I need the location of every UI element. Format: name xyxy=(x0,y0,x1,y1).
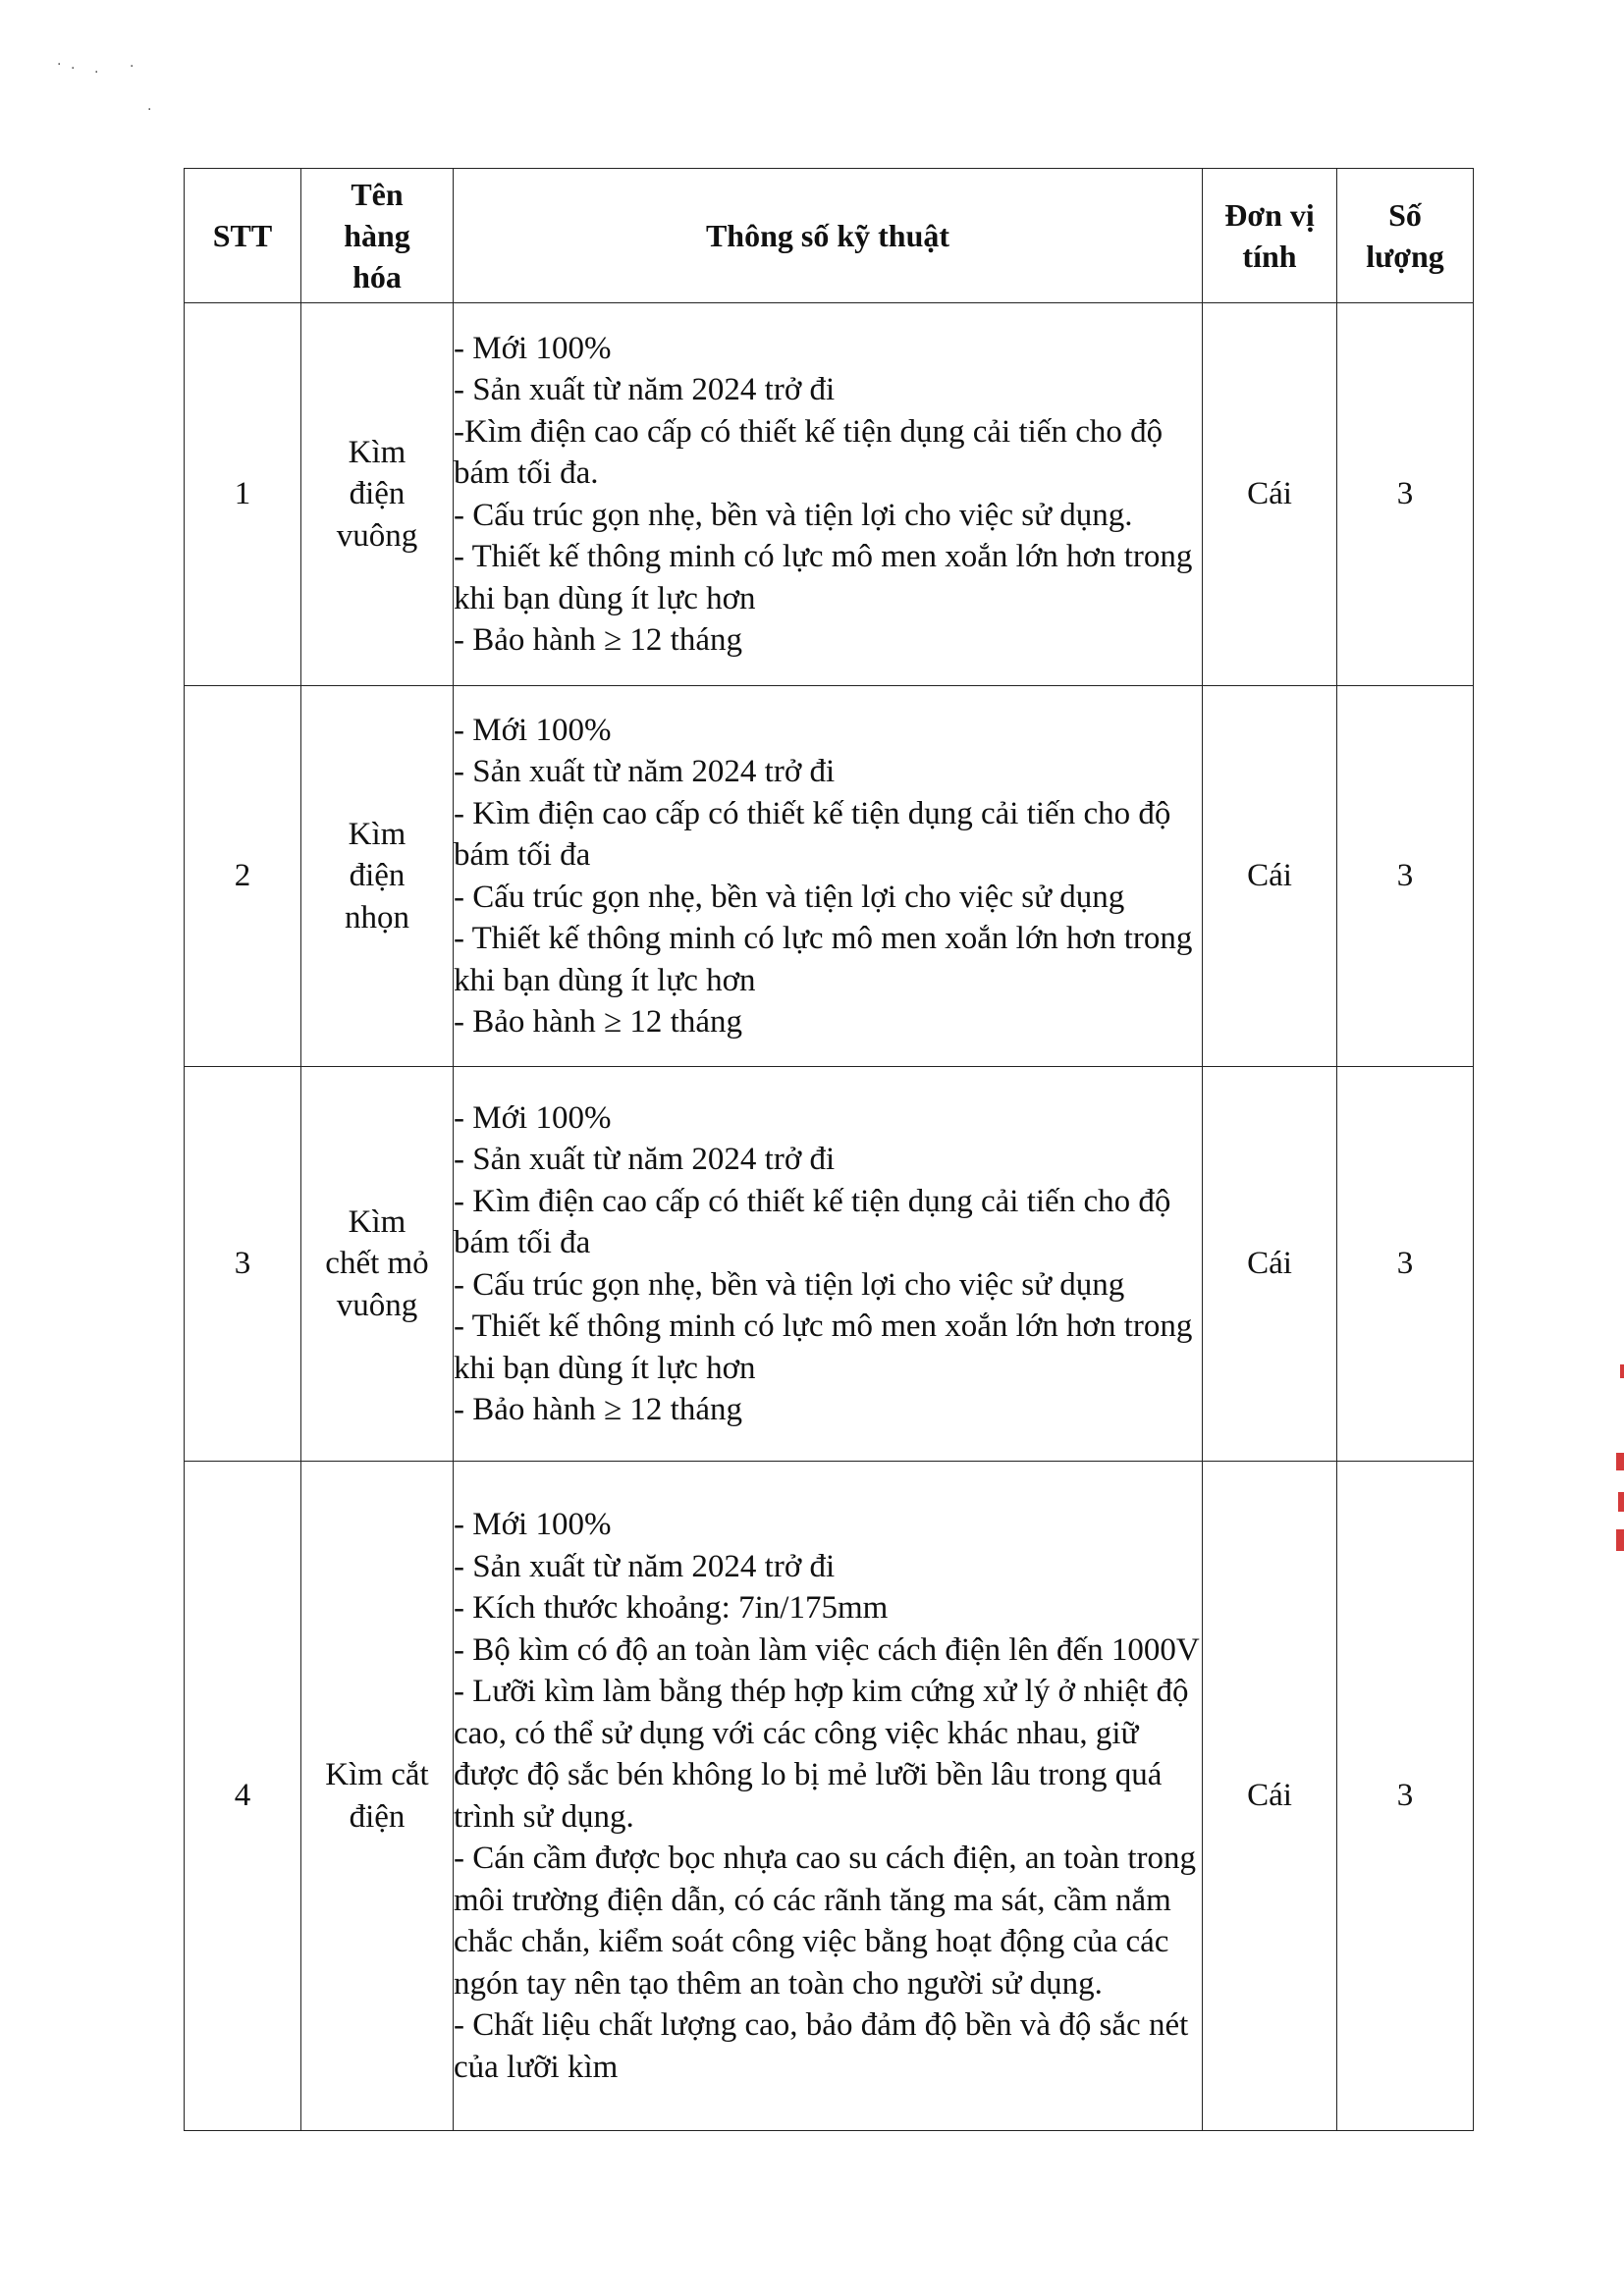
scan-speck: · xyxy=(130,59,135,75)
row-quantity: 3 xyxy=(1337,303,1474,686)
row-stt: 3 xyxy=(185,1067,301,1462)
spec-line: - Kìm điện cao cấp có thiết kế tiện dụng cải tiến cho độ bám tối đa xyxy=(454,1183,1171,1260)
header-qty xyxy=(1337,169,1474,303)
scan-speck: · xyxy=(71,61,76,77)
header-name-line: Tên xyxy=(351,177,404,212)
spec-line: - Bảo hành ≥ 12 tháng xyxy=(454,622,742,658)
row-quantity: 3 xyxy=(1337,1067,1474,1462)
header-unit-line: tính xyxy=(1242,239,1297,274)
row-product-name xyxy=(301,686,454,1067)
header-spec: Thông số kỹ thuật xyxy=(454,169,1203,303)
product-name-line: Kìm xyxy=(348,816,406,852)
spec-line: - Kích thước khoảng: 7in/175mm xyxy=(454,1590,889,1626)
row-spec xyxy=(454,1067,1203,1462)
row-spec xyxy=(454,1462,1203,2131)
spec-line: - Lưỡi kìm làm bằng thép hợp kim cứng xử lý ở nhiệt độ cao, có thể sử dụng với các công việc khác nhau, giữ được độ sắc bén không lo bị mẻ lưỡi bền lâu trong quá trình sử dụng. xyxy=(454,1674,1189,1835)
spec-line: - Thiết kế thông minh có lực mô men xoắn lớn hơn trong khi bạn dùng ít lực hơn xyxy=(454,921,1193,998)
header-unit xyxy=(1203,169,1337,303)
spec-line: - Sản xuất từ năm 2024 trở đi xyxy=(454,1142,836,1177)
table-row xyxy=(185,1067,1474,1462)
scan-speck: · xyxy=(94,65,99,80)
spec-line: - Mới 100% xyxy=(454,1099,612,1136)
row-unit: Cái xyxy=(1203,1067,1337,1462)
spec-line: - Mới 100% xyxy=(454,330,612,366)
table-header-row xyxy=(185,169,1474,303)
product-name-line: điện xyxy=(349,858,406,894)
spec-line: - Cấu trúc gọn nhẹ, bền và tiện lợi cho việc sử dụng. xyxy=(454,497,1133,533)
product-name-line: Kìm cắt xyxy=(325,1757,429,1792)
header-qty-line: lượng xyxy=(1366,239,1444,274)
spec-line: - Sản xuất từ năm 2024 trở đi xyxy=(454,1548,836,1584)
stamp-edge-mark xyxy=(1616,1453,1624,1470)
product-name-line: nhọn xyxy=(345,899,409,935)
table-row xyxy=(185,686,1474,1067)
spec-line: - Sản xuất từ năm 2024 trở đi xyxy=(454,754,836,789)
header-qty-line: Số xyxy=(1388,197,1422,233)
product-name-line: điện xyxy=(349,1798,406,1835)
spec-line: - Bảo hành ≥ 12 tháng xyxy=(454,1392,742,1427)
stamp-edge-mark xyxy=(1618,1492,1624,1512)
spec-line: - Cán cầm được bọc nhựa cao su cách điện, an toàn trong môi trường điện dẫn, có các rãnh tăng ma sát, cầm nắm chắc chắn, kiểm soát công việc bằng hoạt động của các ngón tay nên tạo thêm an toàn cho người sử dụng. xyxy=(454,1841,1197,2002)
header-name-line: hóa xyxy=(352,259,402,294)
spec-line: -Kìm điện cao cấp có thiết kế tiện dụng cải tiến cho độ bám tối đa. xyxy=(454,413,1164,491)
row-unit: Cái xyxy=(1203,303,1337,686)
header-name xyxy=(301,169,454,303)
header-name-line: hàng xyxy=(344,218,410,253)
scan-speck: · xyxy=(147,102,152,118)
spec-table xyxy=(184,168,1474,2131)
stamp-edge-mark xyxy=(1616,1529,1624,1551)
row-stt: 2 xyxy=(185,686,301,1067)
table-row xyxy=(185,303,1474,686)
table-row xyxy=(185,1462,1474,2131)
stamp-edge-mark xyxy=(1620,1364,1624,1378)
row-stt: 4 xyxy=(185,1462,301,2131)
spec-line: - Cấu trúc gọn nhẹ, bền và tiện lợi cho việc sử dụng xyxy=(454,1266,1125,1303)
product-name-line: vuông xyxy=(336,517,418,554)
row-product-name xyxy=(301,1067,454,1462)
product-name-line: điện xyxy=(349,476,406,512)
header-unit-line: Đơn vị xyxy=(1224,197,1315,233)
product-name-line: chết mỏ xyxy=(325,1246,429,1282)
row-unit: Cái xyxy=(1203,686,1337,1067)
spec-line: - Sản xuất từ năm 2024 trở đi xyxy=(454,372,836,407)
header-stt: STT xyxy=(185,169,301,303)
spec-line: - Cấu trúc gọn nhẹ, bền và tiện lợi cho việc sử dụng xyxy=(454,879,1125,915)
row-spec xyxy=(454,303,1203,686)
product-name-line: Kìm xyxy=(348,434,406,470)
spec-line: - Chất liệu chất lượng cao, bảo đảm độ bền và độ sắc nét của lưỡi kìm xyxy=(454,2007,1189,2085)
product-name-line: vuông xyxy=(336,1287,418,1323)
row-quantity: 3 xyxy=(1337,686,1474,1067)
row-product-name xyxy=(301,303,454,686)
row-unit: Cái xyxy=(1203,1462,1337,2131)
spec-line: - Thiết kế thông minh có lực mô men xoắn lớn hơn trong khi bạn dùng ít lực hơn xyxy=(454,1308,1193,1386)
row-spec xyxy=(454,686,1203,1067)
spec-line: - Bộ kìm có độ an toàn làm việc cách điện lên đến 1000V xyxy=(454,1631,1200,1668)
row-stt: 1 xyxy=(185,303,301,686)
spec-line: - Mới 100% xyxy=(454,1507,612,1542)
spec-line: - Kìm điện cao cấp có thiết kế tiện dụng cải tiến cho độ bám tối đa xyxy=(454,795,1171,873)
spec-line: - Thiết kế thông minh có lực mô men xoắn lớn hơn trong khi bạn dùng ít lực hơn xyxy=(454,539,1193,616)
row-product-name xyxy=(301,1462,454,2131)
spec-line: - Bảo hành ≥ 12 tháng xyxy=(454,1004,742,1040)
spec-line: - Mới 100% xyxy=(454,712,612,748)
product-name-line: Kìm xyxy=(348,1203,406,1240)
row-quantity: 3 xyxy=(1337,1462,1474,2131)
scan-speck: · xyxy=(57,57,62,73)
